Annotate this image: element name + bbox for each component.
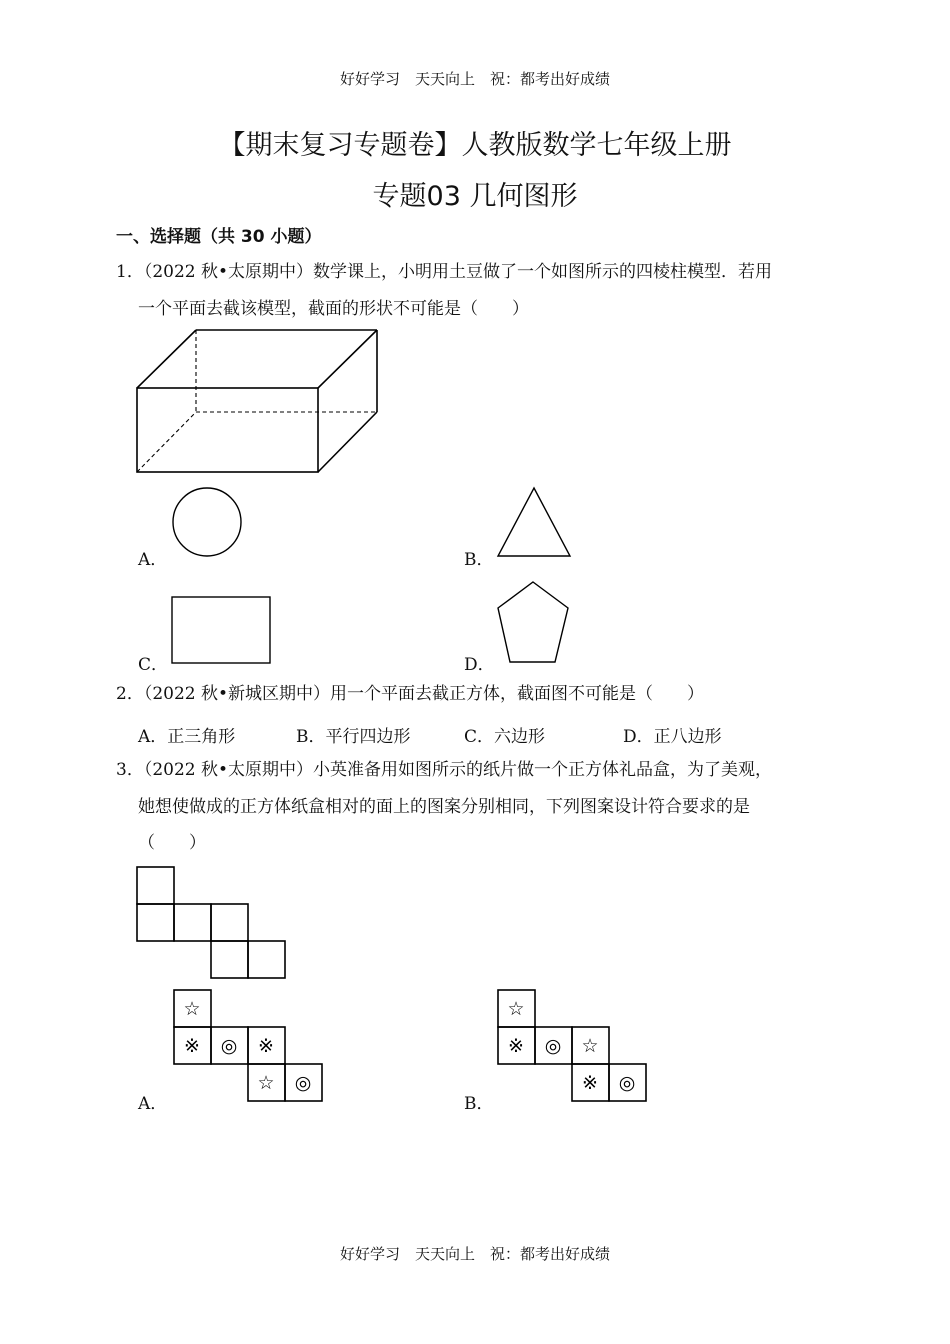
question-2-line-1: 2．（2022 秋•新城区期中）用一个平面去截正方体，截面图不可能是（ ） (116, 684, 705, 704)
question-1-line-2: 一个平面去截该模型，截面的形状不可能是（ ） (138, 299, 529, 319)
page-header: 好好学习 天天向上 祝：都考出好成绩 (339, 70, 610, 88)
target-icon: ◎ (220, 1035, 238, 1057)
question-1-line-1: 1．（2022 秋•太原期中）数学课上，小明用土豆做了一个如图所示的四棱柱模型．若用 (116, 262, 773, 282)
triangle-shape (498, 488, 570, 556)
q1-option-c[interactable]: C． (138, 655, 169, 675)
cube-net-figure (137, 867, 285, 978)
target-icon: ◎ (544, 1035, 562, 1057)
star-icon: ☆ (183, 998, 201, 1020)
target-icon: ◎ (294, 1072, 312, 1094)
circle-shape (173, 488, 241, 556)
page-footer: 好好学习 天天向上 祝：都考出好成绩 (339, 1245, 610, 1263)
question-3-line-3: （ ） (138, 833, 206, 853)
target-icon: ◎ (618, 1072, 636, 1094)
xmark-icon: ※ (258, 1035, 274, 1057)
page-subtitle: 专题03 几何图形 (372, 181, 578, 212)
xmark-icon: ※ (508, 1035, 524, 1057)
question-3-line-1: 3．（2022 秋•太原期中）小英准备用如图所示的纸片做一个正方体礼品盒，为了美观， (116, 760, 773, 780)
prism-figure (137, 330, 377, 472)
xmark-icon: ※ (184, 1035, 200, 1057)
rectangle-shape (172, 597, 270, 663)
xmark-icon: ※ (582, 1072, 598, 1094)
star-icon: ☆ (581, 1035, 599, 1057)
q3-option-a[interactable]: A． (138, 1094, 168, 1114)
q2-option-d[interactable]: D．正八边形 (623, 727, 722, 747)
section-heading: 一、选择题（共 30 小题） (116, 227, 322, 247)
star-icon: ☆ (257, 1072, 275, 1094)
page-title: 【期末复习专题卷】人教版数学七年级上册 (218, 130, 732, 161)
star-icon: ☆ (507, 998, 525, 1020)
q3-option-b[interactable]: B． (464, 1094, 494, 1114)
q2-option-b[interactable]: B．平行四边形 (296, 727, 411, 747)
q1-option-d[interactable]: D． (464, 655, 495, 675)
q2-option-a[interactable]: A．正三角形 (138, 727, 236, 747)
q1-option-a[interactable]: A． (138, 550, 168, 570)
q2-option-c[interactable]: C．六边形 (464, 727, 546, 747)
question-3-line-2: 她想使做成的正方体纸盒相对的面上的图案分别相同，下列图案设计符合要求的是 (138, 797, 750, 817)
pentagon-shape (498, 582, 568, 662)
q1-option-b[interactable]: B． (464, 550, 494, 570)
